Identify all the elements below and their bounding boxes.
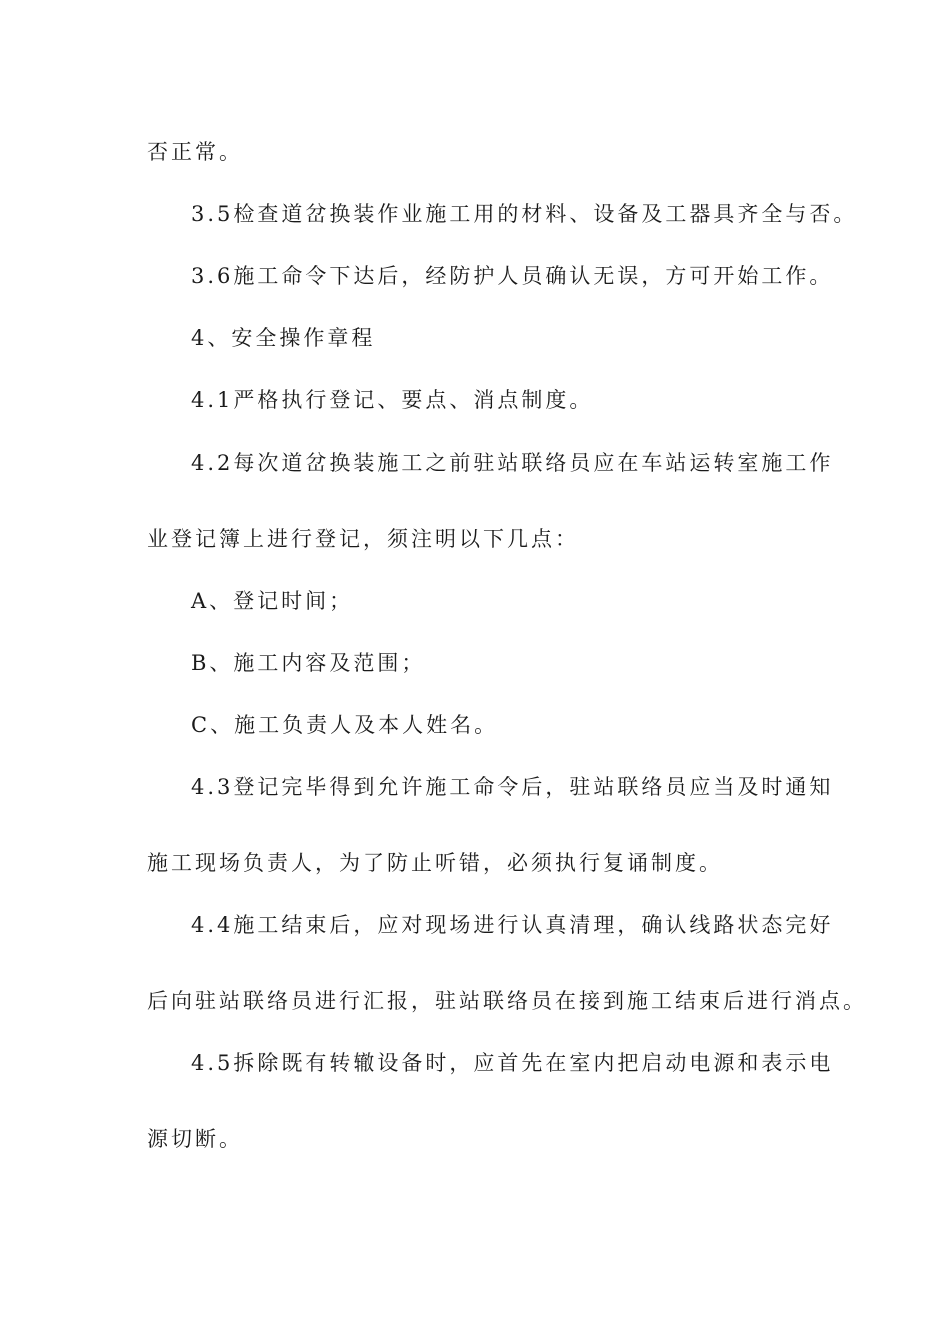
- text-line: 源切断。: [147, 1127, 243, 1151]
- text-line: 4.3登记完毕得到允许施工命令后，驻站联络员应当及时通知: [191, 775, 834, 799]
- text-line: 4.5拆除既有转辙设备时，应首先在室内把启动电源和表示电: [191, 1051, 834, 1075]
- text-line: 否正常。: [147, 140, 243, 164]
- list-item: B、施工内容及范围；: [191, 651, 426, 675]
- list-item: A、登记时间；: [191, 589, 354, 613]
- text-line: 3.5检查道岔换装作业施工用的材料、设备及工器具齐全与否。: [191, 202, 858, 226]
- text-line: 3.6施工命令下达后，经防护人员确认无误，方可开始工作。: [191, 264, 834, 288]
- section-heading: 4、安全操作章程: [191, 326, 376, 350]
- text-line: 4.2每次道岔换装施工之前驻站联络员应在车站运转室施工作: [191, 451, 834, 475]
- text-line: 后向驻站联络员进行汇报，驻站联络员在接到施工结束后进行消点。: [147, 989, 867, 1013]
- list-item: C、施工负责人及本人姓名。: [191, 713, 499, 737]
- text-line: 4.4施工结束后，应对现场进行认真清理，确认线路状态完好: [191, 913, 834, 937]
- text-line: 4.1严格执行登记、要点、消点制度。: [191, 388, 594, 412]
- text-line: 业登记簿上进行登记，须注明以下几点：: [147, 527, 579, 551]
- text-line: 施工现场负责人，为了防止听错，必须执行复诵制度。: [147, 851, 723, 875]
